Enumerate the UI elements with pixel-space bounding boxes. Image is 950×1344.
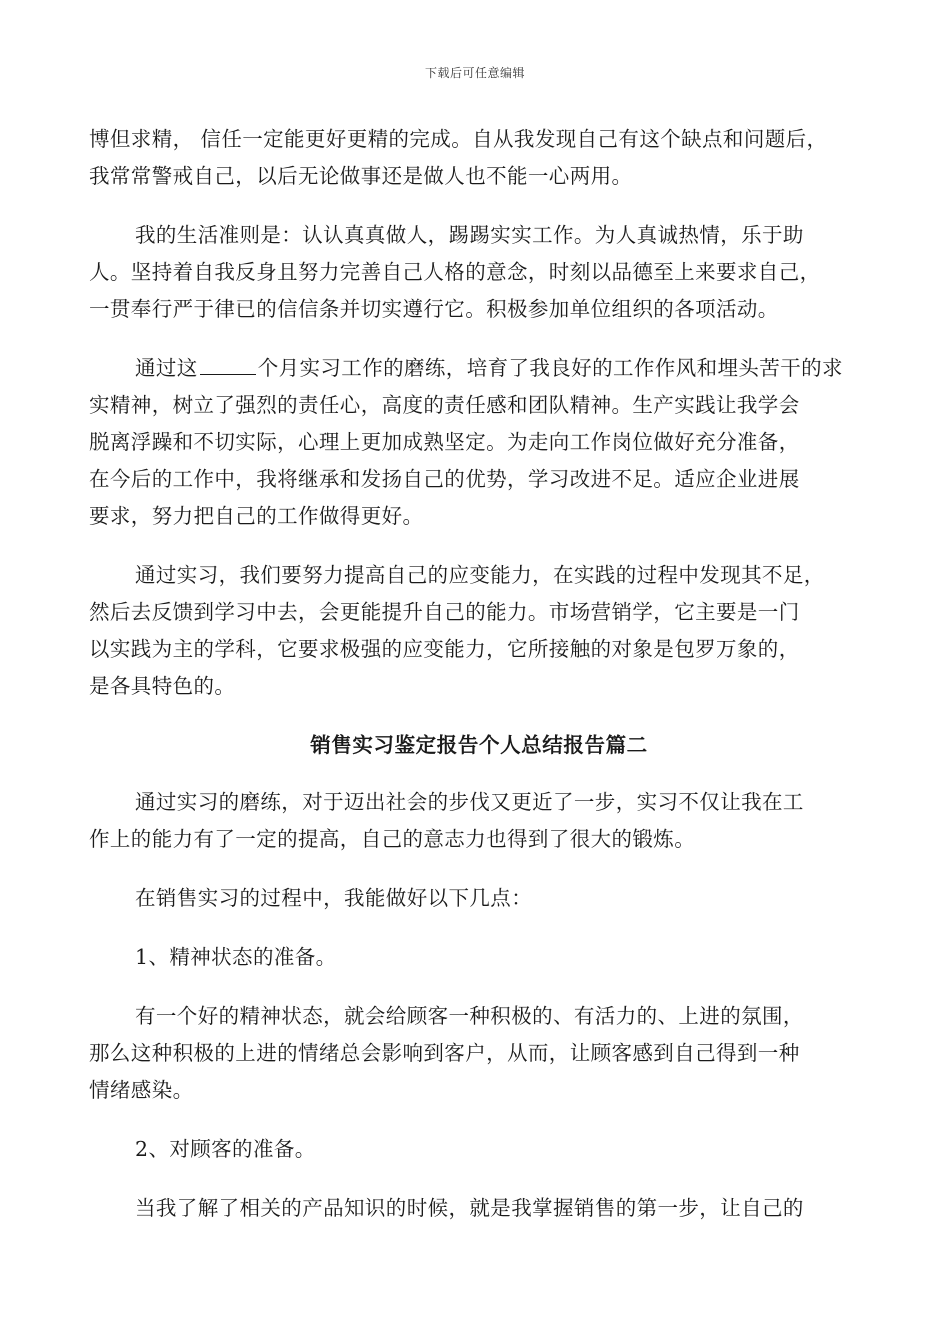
text-line: 以实践为主的学科，它要求极强的应变能力，它所接触的对象是包罗万象的， bbox=[89, 637, 800, 661]
text-line: 我的生活准则是：认认真真做人，踢踢实实工作。为人真诚热情，乐于助 bbox=[135, 223, 804, 247]
paragraph-1 bbox=[89, 121, 869, 195]
paragraph-5 bbox=[89, 784, 869, 858]
paragraph-8 bbox=[89, 998, 869, 1109]
text-line: 1、精神状态的准备。 bbox=[135, 945, 337, 969]
text-line: 通过实习，我们要努力提高自己的应变能力，在实践的过程中发现其不足， bbox=[135, 563, 825, 587]
text-line: 通过实习的磨练，对于迈出社会的步伐又更近了一步，实习不仅让我在工 bbox=[135, 790, 804, 814]
paragraph-4 bbox=[89, 557, 869, 705]
section-title: 销售实习鉴定报告个人总结报告篇二 bbox=[310, 733, 648, 757]
paragraph-2 bbox=[89, 217, 869, 328]
text-line: 要求，努力把自己的工作做得更好。 bbox=[89, 504, 424, 528]
text-line: 人。坚持着自我反身且努力完善自己人格的意念，时刻以品德至上来要求自己， bbox=[89, 260, 821, 284]
page-header: 下载后可任意编辑 bbox=[424, 66, 525, 80]
text-line: 有一个好的精神状态，就会给顾客一种积极的、有活力的、上进的氛围， bbox=[135, 1004, 804, 1028]
text-line: 那么这种积极的上进的情绪总会影响到客户，从而，让顾客感到自己得到一种 bbox=[89, 1041, 800, 1065]
text-line: 博但求精， 信任一定能更好更精的完成。自从我发现自己有这个缺点和问题后， bbox=[89, 127, 828, 151]
paragraph-7 bbox=[89, 939, 869, 976]
text-line: 2、对顾客的准备。 bbox=[135, 1137, 316, 1161]
text-line: 脱离浮躁和不切实际，心理上更加成熟坚定。为走向工作岗位做好充分准备， bbox=[89, 430, 800, 454]
text-segment: 通过这 bbox=[135, 356, 198, 380]
text-line: 在销售实习的过程中，我能做好以下几点： bbox=[135, 886, 533, 910]
document-body bbox=[89, 121, 869, 1249]
text-line-with-blank bbox=[89, 350, 869, 387]
text-line: 是各具特色的。 bbox=[89, 674, 236, 698]
text-line: 实精神，树立了强烈的责任心，高度的责任感和团队精神。生产实践让我学会 bbox=[89, 393, 800, 417]
text-line: 一贯奉行严于律已的信信条并切实遵行它。积极参加单位组织的各项活动。 bbox=[89, 297, 779, 321]
text-line: 作上的能力有了一定的提高，自己的意志力也得到了很大的锻炼。 bbox=[89, 827, 696, 851]
paragraph-3 bbox=[89, 350, 869, 535]
text-line: 然后去反馈到学习中去，会更能提升自己的能力。市场营销学，它主要是一门 bbox=[89, 600, 800, 624]
text-line: 在今后的工作中，我将继承和发扬自己的优势，学习改进不足。适应企业进展 bbox=[89, 467, 800, 491]
paragraph-10 bbox=[89, 1190, 869, 1227]
text-line: 我常常警戒自己，以后无论做事还是做人也不能一心两用。 bbox=[89, 164, 633, 188]
text-line: 情绪感染。 bbox=[89, 1078, 194, 1102]
paragraph-6 bbox=[89, 880, 869, 917]
text-segment: 个月实习工作的磨练，培育了我良好的工作作风和埋头苦干的求 bbox=[257, 356, 843, 380]
fill-in-blank bbox=[200, 356, 256, 375]
text-line: 当我了解了相关的产品知识的时候，就是我掌握销售的第一步，让自己的 bbox=[135, 1196, 804, 1220]
paragraph-9 bbox=[89, 1131, 869, 1168]
